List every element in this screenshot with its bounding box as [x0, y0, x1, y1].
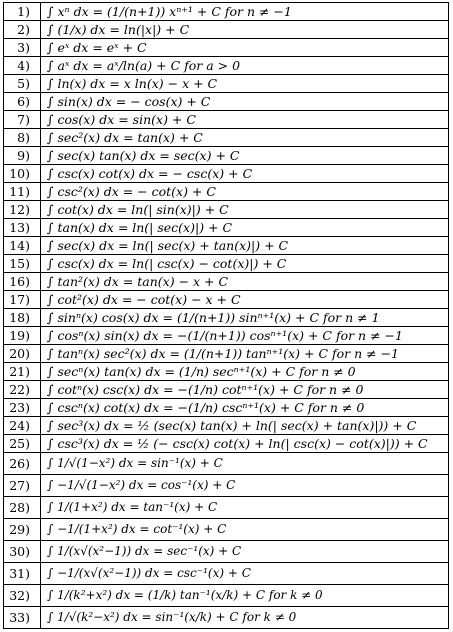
- row-number: 22): [4, 381, 41, 399]
- integral-formula: ∫ csc³(x) dx = ½ (− csc(x) cot(x) + ln(| csc(x) − cot(x)|)) + C: [41, 435, 449, 453]
- table-row: [4, 93, 449, 111]
- table-row: [4, 417, 449, 435]
- row-number: 10): [4, 165, 41, 183]
- row-number: 23): [4, 399, 41, 417]
- table-row: [4, 21, 449, 39]
- table-row: [4, 563, 449, 585]
- table-row: [4, 291, 449, 309]
- row-number: 17): [4, 291, 41, 309]
- row-number: 33): [4, 607, 41, 629]
- integral-formula: ∫ csc(x) cot(x) dx = − csc(x) + C: [41, 165, 449, 183]
- table-row: [4, 453, 449, 475]
- row-number: 11): [4, 183, 41, 201]
- table-row: [4, 75, 449, 93]
- table-row: [4, 519, 449, 541]
- integral-table: [3, 2, 449, 629]
- table-row: [4, 111, 449, 129]
- row-number: 29): [4, 519, 41, 541]
- integral-formula: ∫ tan(x) dx = ln(| sec(x)|) + C: [41, 219, 449, 237]
- table-row: [4, 345, 449, 363]
- integral-formula: ∫ csc(x) dx = ln(| csc(x) − cot(x)|) + C: [41, 255, 449, 273]
- table-row: [4, 129, 449, 147]
- table-row: [4, 237, 449, 255]
- table-row: [4, 381, 449, 399]
- row-number: 26): [4, 453, 41, 475]
- table-row: [4, 607, 449, 629]
- integral-table-body: [4, 3, 449, 629]
- table-row: [4, 435, 449, 453]
- row-number: 5): [4, 75, 41, 93]
- table-row: [4, 585, 449, 607]
- table-row: [4, 273, 449, 291]
- row-number: 16): [4, 273, 41, 291]
- table-row: [4, 219, 449, 237]
- table-row: [4, 363, 449, 381]
- row-number: 30): [4, 541, 41, 563]
- integral-formula: ∫ sinⁿ(x) cos(x) dx = (1/(n+1)) sinⁿ⁺¹(x) + C for n ≠ 1: [41, 309, 449, 327]
- table-row: [4, 309, 449, 327]
- row-number: 1): [4, 3, 41, 21]
- row-number: 15): [4, 255, 41, 273]
- integral-formula: ∫ sin(x) dx = − cos(x) + C: [41, 93, 449, 111]
- integral-formula: ∫ cscⁿ(x) cot(x) dx = −(1/n) cscⁿ⁺¹(x) + C for n ≠ 0: [41, 399, 449, 417]
- row-number: 18): [4, 309, 41, 327]
- row-number: 21): [4, 363, 41, 381]
- table-row: [4, 255, 449, 273]
- integral-formula: ∫ −1/√(1−x²) dx = cos⁻¹(x) + C: [41, 475, 449, 497]
- integral-formula: ∫ 1/√(k²−x²) dx = sin⁻¹(x/k) + C for k ≠ 0: [41, 607, 449, 629]
- row-number: 28): [4, 497, 41, 519]
- row-number: 19): [4, 327, 41, 345]
- table-row: [4, 3, 449, 21]
- row-number: 6): [4, 93, 41, 111]
- integral-formula: ∫ ln(x) dx = x ln(x) − x + C: [41, 75, 449, 93]
- row-number: 12): [4, 201, 41, 219]
- integral-formula: ∫ eˣ dx = eˣ + C: [41, 39, 449, 57]
- table-row: [4, 57, 449, 75]
- row-number: 31): [4, 563, 41, 585]
- integral-formula: ∫ cos(x) dx = sin(x) + C: [41, 111, 449, 129]
- integral-formula: ∫ sec³(x) dx = ½ (sec(x) tan(x) + ln(| sec(x) + tan(x)|)) + C: [41, 417, 449, 435]
- table-row: [4, 201, 449, 219]
- integral-formula: ∫ 1/√(1−x²) dx = sin⁻¹(x) + C: [41, 453, 449, 475]
- table-row: [4, 165, 449, 183]
- integral-formula: ∫ 1/(1+x²) dx = tan⁻¹(x) + C: [41, 497, 449, 519]
- integral-formula: ∫ csc²(x) dx = − cot(x) + C: [41, 183, 449, 201]
- integral-formula: ∫ (1/x) dx = ln(|x|) + C: [41, 21, 449, 39]
- row-number: 32): [4, 585, 41, 607]
- integral-formula: ∫ 1/(k²+x²) dx = (1/k) tan⁻¹(x/k) + C for k ≠ 0: [41, 585, 449, 607]
- table-row: [4, 399, 449, 417]
- row-number: 9): [4, 147, 41, 165]
- table-row: [4, 147, 449, 165]
- table-row: [4, 497, 449, 519]
- integral-formula: ∫ cot²(x) dx = − cot(x) − x + C: [41, 291, 449, 309]
- row-number: 27): [4, 475, 41, 497]
- integral-formula: ∫ 1/(x√(x²−1)) dx = sec⁻¹(x) + C: [41, 541, 449, 563]
- row-number: 2): [4, 21, 41, 39]
- integral-formula: ∫ tanⁿ(x) sec²(x) dx = (1/(n+1)) tanⁿ⁺¹(x) + C for n ≠ −1: [41, 345, 449, 363]
- integral-formula: ∫ tan²(x) dx = tan(x) − x + C: [41, 273, 449, 291]
- integral-formula: ∫ sec(x) tan(x) dx = sec(x) + C: [41, 147, 449, 165]
- integral-formula: ∫ cosⁿ(x) sin(x) dx = −(1/(n+1)) cosⁿ⁺¹(x) + C for n ≠ −1: [41, 327, 449, 345]
- row-number: 7): [4, 111, 41, 129]
- row-number: 24): [4, 417, 41, 435]
- integral-formula: ∫ sec(x) dx = ln(| sec(x) + tan(x)|) + C: [41, 237, 449, 255]
- integral-formula: ∫ cot(x) dx = ln(| sin(x)|) + C: [41, 201, 449, 219]
- table-row: [4, 475, 449, 497]
- integral-formula: ∫ sec²(x) dx = tan(x) + C: [41, 129, 449, 147]
- row-number: 14): [4, 237, 41, 255]
- table-row: [4, 541, 449, 563]
- integral-formula: ∫ −1/(1+x²) dx = cot⁻¹(x) + C: [41, 519, 449, 541]
- row-number: 20): [4, 345, 41, 363]
- integral-formula: ∫ aˣ dx = aˣ/ln(a) + C for a > 0: [41, 57, 449, 75]
- row-number: 3): [4, 39, 41, 57]
- row-number: 8): [4, 129, 41, 147]
- integral-formula: ∫ xⁿ dx = (1/(n+1)) xⁿ⁺¹ + C for n ≠ −1: [41, 3, 449, 21]
- integral-formula: ∫ −1/(x√(x²−1)) dx = csc⁻¹(x) + C: [41, 563, 449, 585]
- row-number: 25): [4, 435, 41, 453]
- row-number: 4): [4, 57, 41, 75]
- table-row: [4, 39, 449, 57]
- row-number: 13): [4, 219, 41, 237]
- table-row: [4, 183, 449, 201]
- integral-formula: ∫ cotⁿ(x) csc(x) dx = −(1/n) cotⁿ⁺¹(x) + C for n ≠ 0: [41, 381, 449, 399]
- table-row: [4, 327, 449, 345]
- integral-formula: ∫ secⁿ(x) tan(x) dx = (1/n) secⁿ⁺¹(x) + C for n ≠ 0: [41, 363, 449, 381]
